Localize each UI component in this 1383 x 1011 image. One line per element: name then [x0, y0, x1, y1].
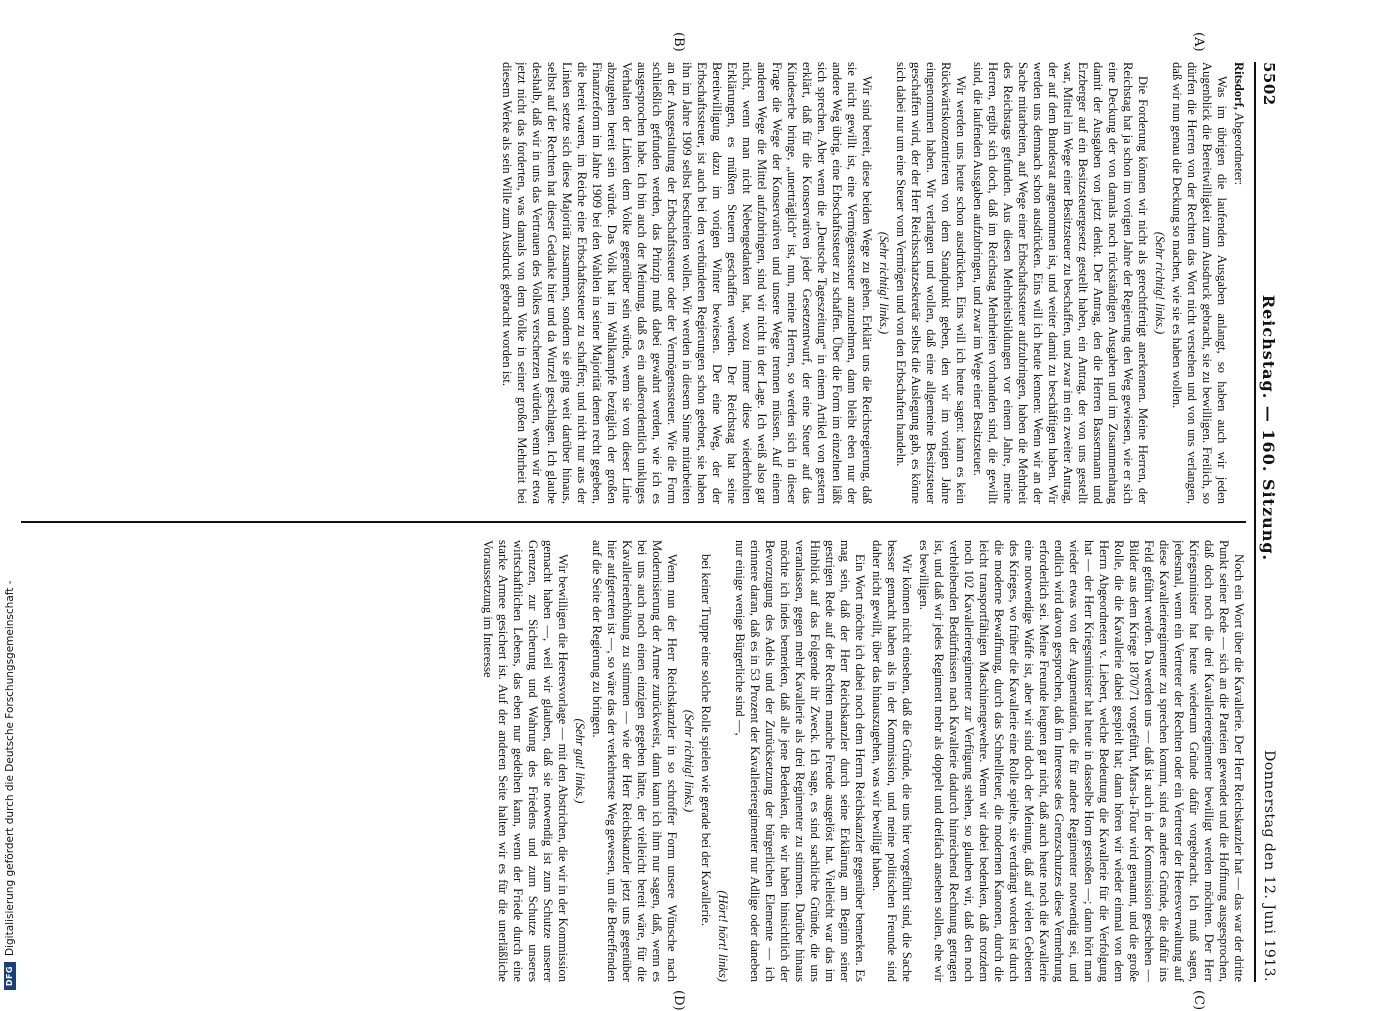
left-column	[21, 62, 1246, 504]
paragraph: Wir werden uns heute schon ausdrücken. Eins will ich heute sagen: kann es kein Rückwärtskonzentrieren von dem Standpunkt geben, den wir im vorigen Jahre eingenommen haben. Wir verlangen und wollen, daß eine allgemeine Besitzsteuer geschaffen wird, der der Herr Reichsschatzsekretär selbst die Auslegung gab, es könne sich dabei nur um eine Steuer vom Vermögen und von den Erbschaften handeln.	[894, 62, 968, 504]
session-date: Donnerstag den 12. Juni 1913.	[1261, 750, 1277, 982]
page-header	[1254, 62, 1282, 982]
dfg-logo: DFG	[4, 962, 16, 990]
margin-marker-a: (A)	[1191, 32, 1206, 52]
interjection: (Sehr richtig! links.)	[1153, 231, 1167, 335]
funding-note-text: Digitalisierung gefördert durch die Deutsche Forschungsgemeinschaft -	[4, 580, 16, 956]
paragraph: Wir bewilligen die Heeresvorlage — mit den Abstrichen, die wir in der Kommission gemacht haben —, weil wir glauben, daß sie notwendig ist zum Schutze unserer Grenzen, zur Sicherung und Wahrung des Friedens und zum Schutze unseres wirtschaftlichen Lebens, das eben nur gedeihen kann, wenn der Friede durch eine starke Armee gesichert ist. Auf der anderen Seite halten wir es für die unerläßliche Voraussetzung im Interesse	[481, 540, 570, 982]
speaker-name: Ritsdorf,	[1232, 62, 1246, 110]
column-divider	[21, 521, 1246, 523]
right-column	[21, 540, 1246, 982]
paragraph: bei keiner Truppe eine solche Rolle spielen wie gerade bei der Kavallerie.	[699, 554, 713, 927]
paragraph: Wir können nicht einsehen, daß die Gründe, die uns hier vorgeführt sind, die Sache besser gemacht haben als in der Kommission, und meine politischen Freunde sind daher nicht gewillt, über das hinauszugehen, was wir bewilligt haben.	[870, 540, 914, 982]
interjection: (Sehr richtig! links.)	[682, 709, 696, 813]
page-number: 5502	[1260, 62, 1278, 106]
interjection: (Sehr gut! links.)	[573, 718, 587, 804]
interjection: (Sehr richtig! links.)	[877, 231, 891, 335]
margin-marker-d: (D)	[671, 990, 686, 1011]
margin-marker-b: (B)	[671, 32, 686, 52]
interjection: (Hört! hört! links)	[716, 890, 730, 982]
paragraph: Wir sind bereit, diese beiden Wege zu gehen. Erklärt uns die Reichsregierung, daß sie nicht gewillt ist, eine Vermögenssteuer anzunehmen, dann bleibt eben nur der andere Weg übrig, eine Erbschaftssteuer zu schaffen. Über die Form im einzelnen läßt sich sprechen. Aber wenn die „Deutsche Tageszeitung“ in einem Artikel von gestern erklärt, daß für die Konservativen jeder Gesetzentwurf, der eine Steuer auf das Kindeserbe bringe, „unerträglich“ ist, nun, meine Herren, so werden sich in dieser Frage die Wege der Konservativen und unsere Wege trennen müssen. Auf einem anderen Wege die Mittel aufzubringen, sind wir nicht in der Lage. Ich weiß also gar nicht, wenn man nicht Nebengedanken hat, wozu immer diese wiederholten Erklärungen, es müßten Steuern geschaffen werden. Der Reichstag hat seine Bereitwilligung dazu im vorigen Winter bewiesen. Der eine Weg, der der Erbschaftssteuer, ist auch bei den verbündeten Regierungen schon geebnet, sie haben ihn im Jahre 1909 selbst beschreiten wollen. Wir werden in diesem Sinne mitarbeiten an der Ausgestaltung der Erbschaftssteuer oder der Vermögenssteuer. Wie die Form schließlich gefunden werden, das Prinzip muß dabei gewahrt werden, wie ich es ausgesprochen habe. Ich bin auch der Meinung, daß es ein außerordentlich unkluges Verhalten der Linken dem Volke gegenüber sein würde, wenn sie von dieser Linie abzugehen bereit sein würde. Das Volk hat im Wahlkampfe bezüglich der großen Finanzreform im Jahre 1909 bei den Wahlen in seiner Majorität denen recht gegeben, die bereit waren, im Reiche eine Erbschaftssteuer zu schaffen; und nicht nur aus der Linken setzte sich diese Majorität zusammen, sondern sie ging weit darüber hinaus, selbst auf der Rechten hat dieser Gedanke hier und da Wurzel geschlagen. Ich glaube deshalb, daß wir in uns das Vertrauen des Volkes verscherzen würden, wenn wir etwa jetzt nicht das forderten, was damals von dem Volke in seiner großen Mehrheit bei diesem Werke als sein Wille zum Ausdruck gebracht worden ist.	[500, 62, 874, 504]
paragraph: Wenn nun der Herr Reichskanzler in so schroffer Form unsere Wünsche nach Modernisierung der Armee zurückweist, dann kann ich ihm nur sagen, daß, wenn es bei uns auch noch einen einzigen gegeben hätte, der vielleicht bereit wäre, für die Kavallerieerhöhung zu stimmen — wie der Herr Reichskanzler jetzt uns gegenüber hier aufgetreten ist —, so wäre das der verkehrteste Weg gewesen, um die Betreffenden auf die Seite der Regierung zu bringen.	[590, 540, 679, 982]
columns	[21, 32, 1246, 1011]
session-title: Reichstag. — 160. Sitzung.	[1259, 294, 1279, 562]
speaker-line	[1231, 62, 1246, 504]
paragraph: Noch ein Wort über die Kavallerie. Der Herr Reichskanzler hat — das war der dritte Punkt seiner Rede — sich an die Parteien gewendet und die Hoffnung ausgesprochen, daß doch noch die drei Kavallerieregimenter bewilligt werden möchten. Der Herr Kriegsminister hat heute wiederum Gründe dafür vorgebracht. Ich muß sagen, jedesmal, wenn ein Vertreter der Rechten oder ein Vertreter der Heeresverwaltung auf diese Kavallerieregimenter zu sprechen kommt, sind es andere Gründe, die dafür ins Feld geführt werden. Da werden uns — daß ist auch in der Kommission geschehen — Bilder aus dem Kriege 1870/71 vorgeführt, Mars-la-Tour wird genannt, und die große Rolle, die die Kavallerie dabei gespielt hat; dann hören wir wieder einmal von dem Herrn Abgeordneten v. Liebert, welche Bedeutung die Kavallerie für die Verfolgung hat — der Herr Kriegsminister hat heute in dasselbe Horn gestoßen —; dann hört man wieder etwas von der Augmentation, die für andere Regimenter notwendig sei, und endlich wird davon gesprochen, daß im Interesse des Grenzschutzes diese Vermehrung erforderlich sei. Meine Freunde leugnen gar nicht, daß auch heute noch die Kavallerie eine notwendige Waffe ist, aber wir sind doch der Meinung, daß auf vielen Gebieten des Krieges, wo früher die Kavallerie eine Rolle spielte, sie verdrängt worden ist durch die moderne Bewaffnung, durch das Schnellfeuer, die modernen Kanonen, durch die leicht transportfähigen Maschinengewehre. Wenn wir dabei bedenken, daß trotzdem noch 102 Kavallerieregimenter zur Verfügung stehen, so glauben wir, daß den noch verbleibenden Bedürfnissen nach Kavallerie dadurch hinreichend Rechnung getragen ist, und daß wir jedes Regiment mehr als doppelt und dreifach ansehen sollen, ehe wir es bewilligen.	[917, 540, 1246, 982]
paragraph: Was im übrigen die laufenden Ausgaben anlangt, so haben auch wir jeden Augenblick die Bereitwilligkeit zum Ausdruck gebracht, sie zu bewilligen. Freilich, so dürfen die Herren von der Rechten das Wort nicht verstehen und von uns verlangen, daß wir nun genau die Deckung so machen, wie sie es haben wollen.	[1170, 62, 1229, 504]
speaker-role: Abgeordneter:	[1232, 109, 1246, 186]
paragraph: Ein Wort möchte ich dabei noch dem Herrn Reichskanzler gegenüber bemerken. Es mag sein, daß der Herr Reichskanzler durch seine Erklärung am Beginn seiner gestrigen Rede auf der Rechten manche Freude ausgelöst hat. Vielleicht war das im Hinblick auf das Folgende ihr Zweck. Ich sage, es sind sachliche Gründe, die uns veranlassen, gegen mehr Kavallerie als drei Regimenter zu stimmen. Darüber hinaus möchte ich indes bemerken, daß alle jene Bedenken, die wir haben hinsichtlich der Bevorzugung des Adels und der Zurücksetzung der bürgerlichen Elemente — ich erinnere daran, daß es in 53 Prozent der Kavallerieregimenter nur Adlige oder daneben nur einige wenige Bürgerliche sind —,	[733, 540, 867, 982]
margin-marker-c: (C)	[1191, 990, 1206, 1011]
paragraph: Die Forderung können wir nicht als gerechtfertigt anerkennen. Meine Herren, der Reichstag hat ja schon im vorigen Jahre der Regierung den Weg gewiesen, wie er sich eine Deckung der von damals noch rückständigen Ausgaben und im Zusammenhang damit der Ausgaben von jetzt denkt. Der Antrag, den die Herren Bassermann und Erzberger auf ein Besitzsteuergesetz gestellt haben, ein Antrag, der von uns gestellt war, Mittel im Wege einer Besitzsteuer zu beschaffen, und zwar im ein zweiter Antrag, der auf dem Bundesrat angenommen ist, und weiter damit zu beschäftigen haben. Wir werden uns demnach schon ausdrücken. Eins will ich heute kennen: Wenn wir an der Sache mitarbeiten, auf Wege einer Erbschaftssteuer aufzubringen, haben die Mehrheit des Reichstags gefunden. Aus diesen Mehrheitsbildungen vor einem Jahre, meine Herren, ergibt sich doch, daß im Reichstag Mehrheiten vorhanden sind, die gewillt sind, die laufenden Ausgaben aufzubringen, und zwar im Wege einer Besitzsteuer.	[971, 62, 1150, 504]
